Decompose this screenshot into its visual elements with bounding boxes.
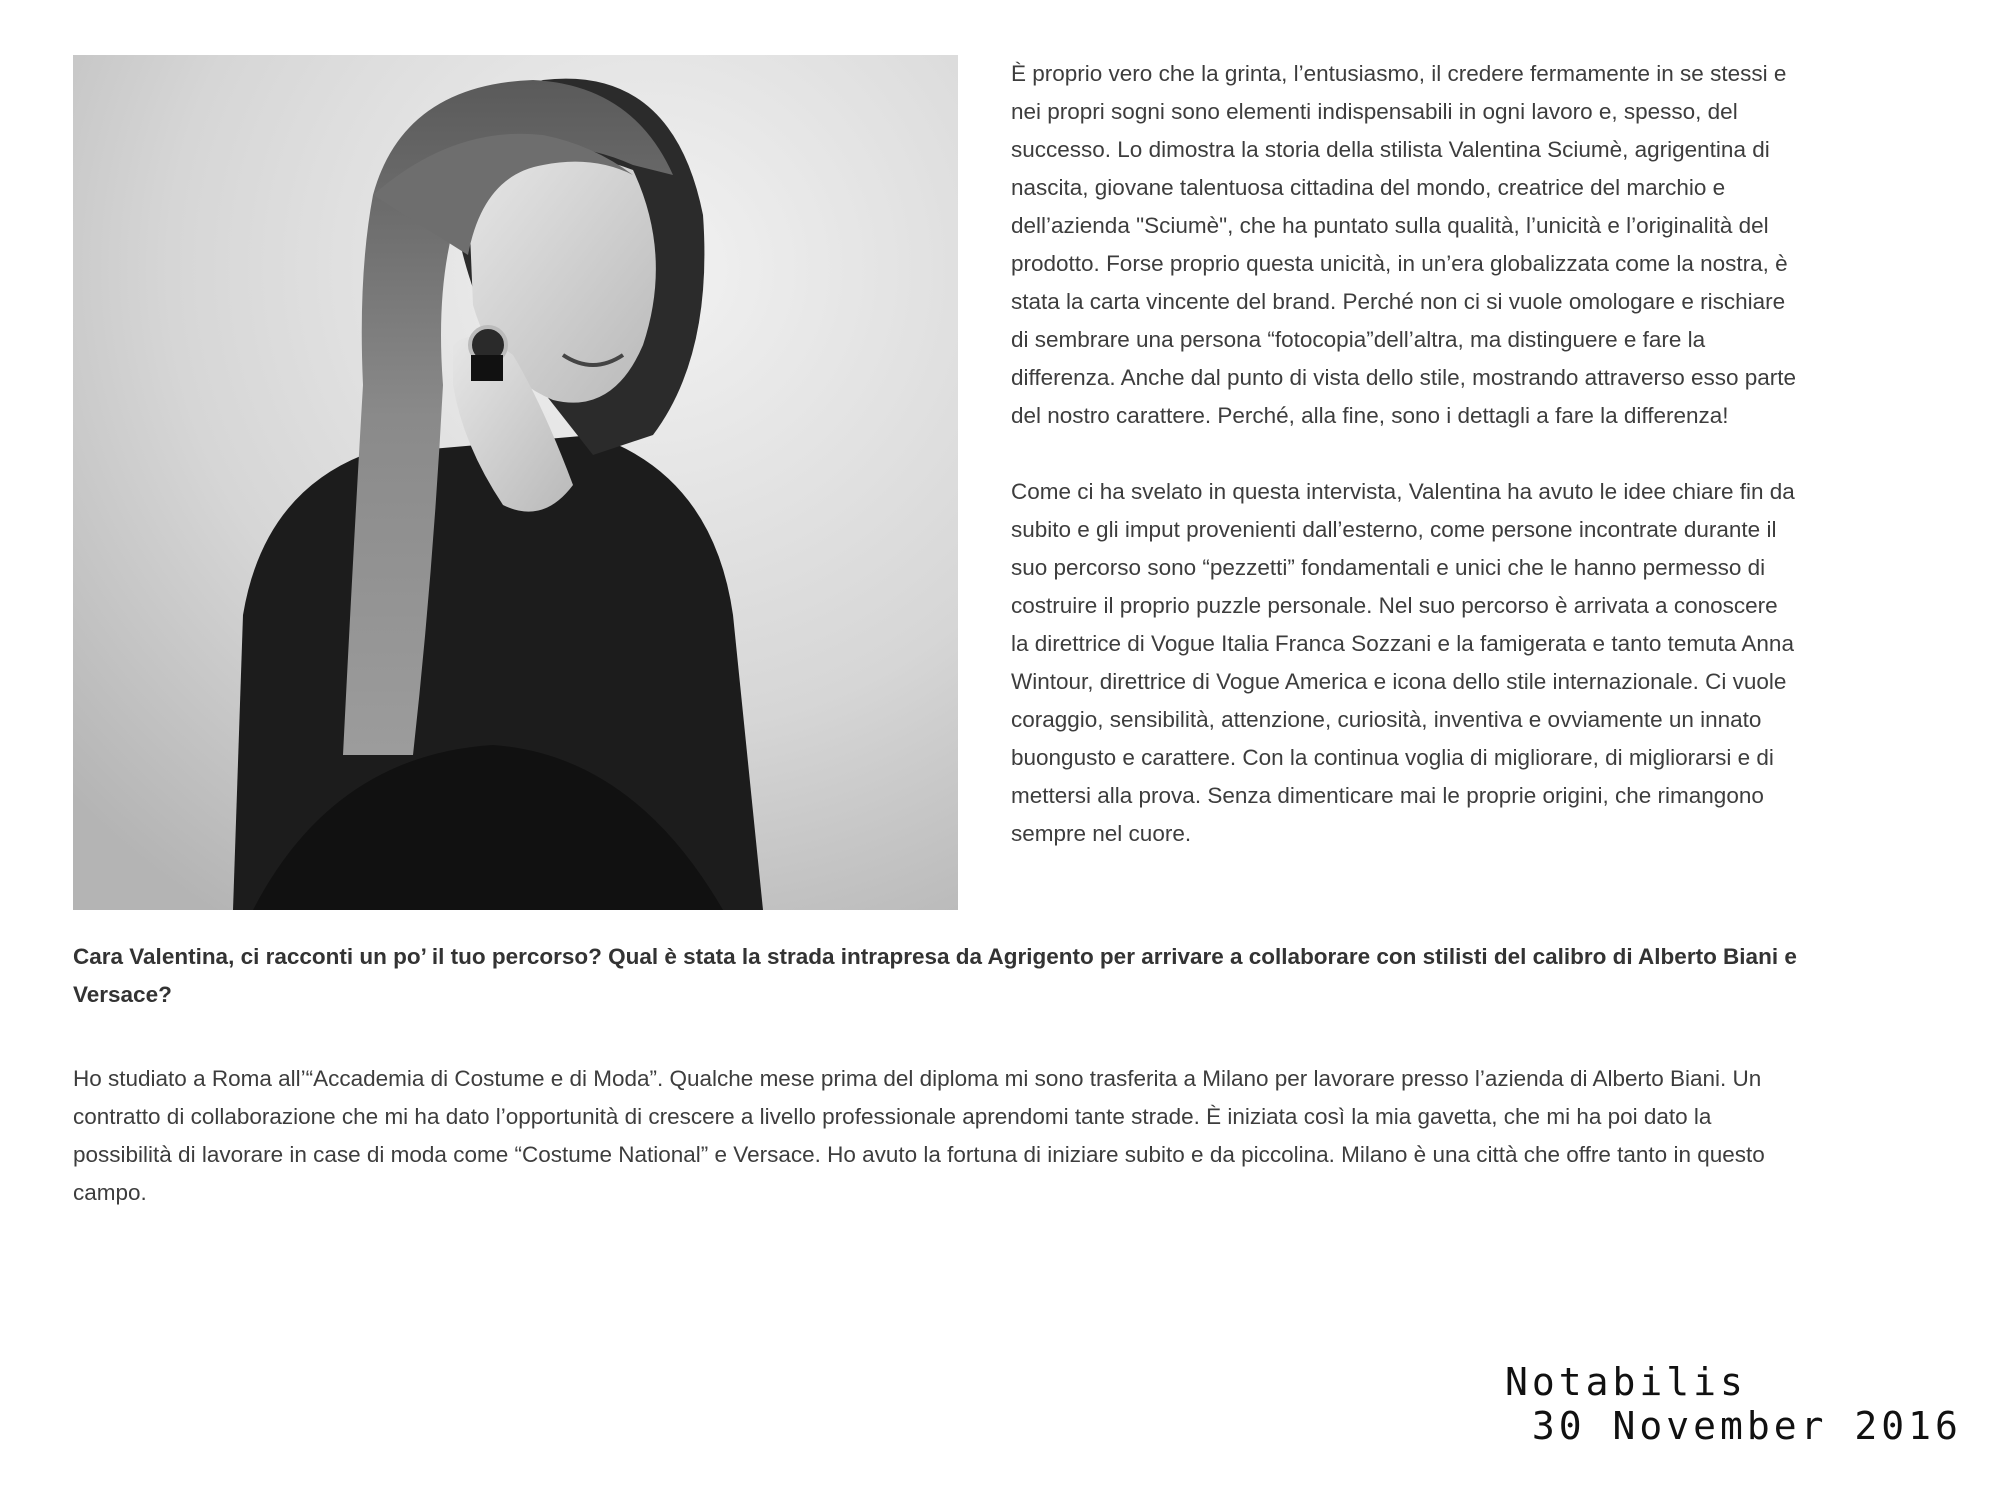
- interview-answer: Ho studiato a Roma all’“Accademia di Costume e di Moda”. Qualche mese prima del diploma mi sono trasferita a Milano per lavorare presso l’azienda di Alberto Biani. Un contratto di collaborazione che mi ha dato l’opportunità di crescere a livello professionale aprendomi tante strade. È iniziata così la mia gavetta, che mi ha poi dato la possibilità di lavorare in case di moda come “Costume National” e Versace. Ho avuto la fortuna di iniziare subito e da piccolina. Milano è una città che offre tanto in questo campo.: [73, 1066, 1765, 1205]
- source-credit: [1505, 1360, 1962, 1448]
- interview-question: Cara Valentina, ci racconti un po’ il tuo percorso? Qual è stata la strada intrapresa da Agrigento per arrivare a collaborare con stilisti del calibro di Alberto Biani e Versace?: [73, 944, 1797, 1007]
- source-date: 30 November 2016: [1505, 1404, 1962, 1448]
- intro-paragraph-1: È proprio vero che la grinta, l’entusiasmo, il credere fermamente in se stessi e nei propri sogni sono elementi indispensabili in ogni lavoro e, spesso, del successo. Lo dimostra la storia della stilista Valentina Sciumè, agrigentina di nascita, giovane talentuosa cittadina del mondo, creatrice del marchio e dell’azienda "Sciumè", che ha puntato sulla qualità, l’unicità e l’originalità del prodotto. Forse proprio questa unicità, in un’era globalizzata come la nostra, è stata la carta vincente del brand. Perché non ci si vuole omologare e rischiare di sembrare una persona “fotocopia”dell’altra, ma distinguere e fare la differenza. Anche dal punto di vista dello stile, mostrando attraverso esso parte del nostro carattere. Perché, alla fine, sono i dettagli a fare la differenza!: [1011, 61, 1797, 428]
- source-name: Notabilis: [1505, 1360, 1747, 1404]
- intro-text: [1011, 55, 1801, 891]
- intro-paragraph-2: Come ci ha svelato in questa intervista, Valentina ha avuto le idee chiare fin da subito e gli imput provenienti dall’esterno, come persone incontrate durante il suo percorso sono “pezzetti” fondamentali e unici che le hanno permesso di costruire il proprio puzzle personale. Nel suo percorso è arrivata a conoscere la direttrice di Vogue Italia Franca Sozzani e la famigerata e tanto temuta Anna Wintour, direttrice di Vogue America e icona dello stile internazionale. Ci vuole coraggio, sensibilità, attenzione, curiosità, inventiva e ovviamente un innato buongusto e carattere. Con la continua voglia di migliorare, di migliorarsi e di mettersi alla prova. Senza dimenticare mai le proprie origini, che rimangono sempre nel cuore.: [1011, 479, 1795, 846]
- portrait-illustration: [73, 55, 958, 910]
- portrait-photo: [73, 55, 958, 910]
